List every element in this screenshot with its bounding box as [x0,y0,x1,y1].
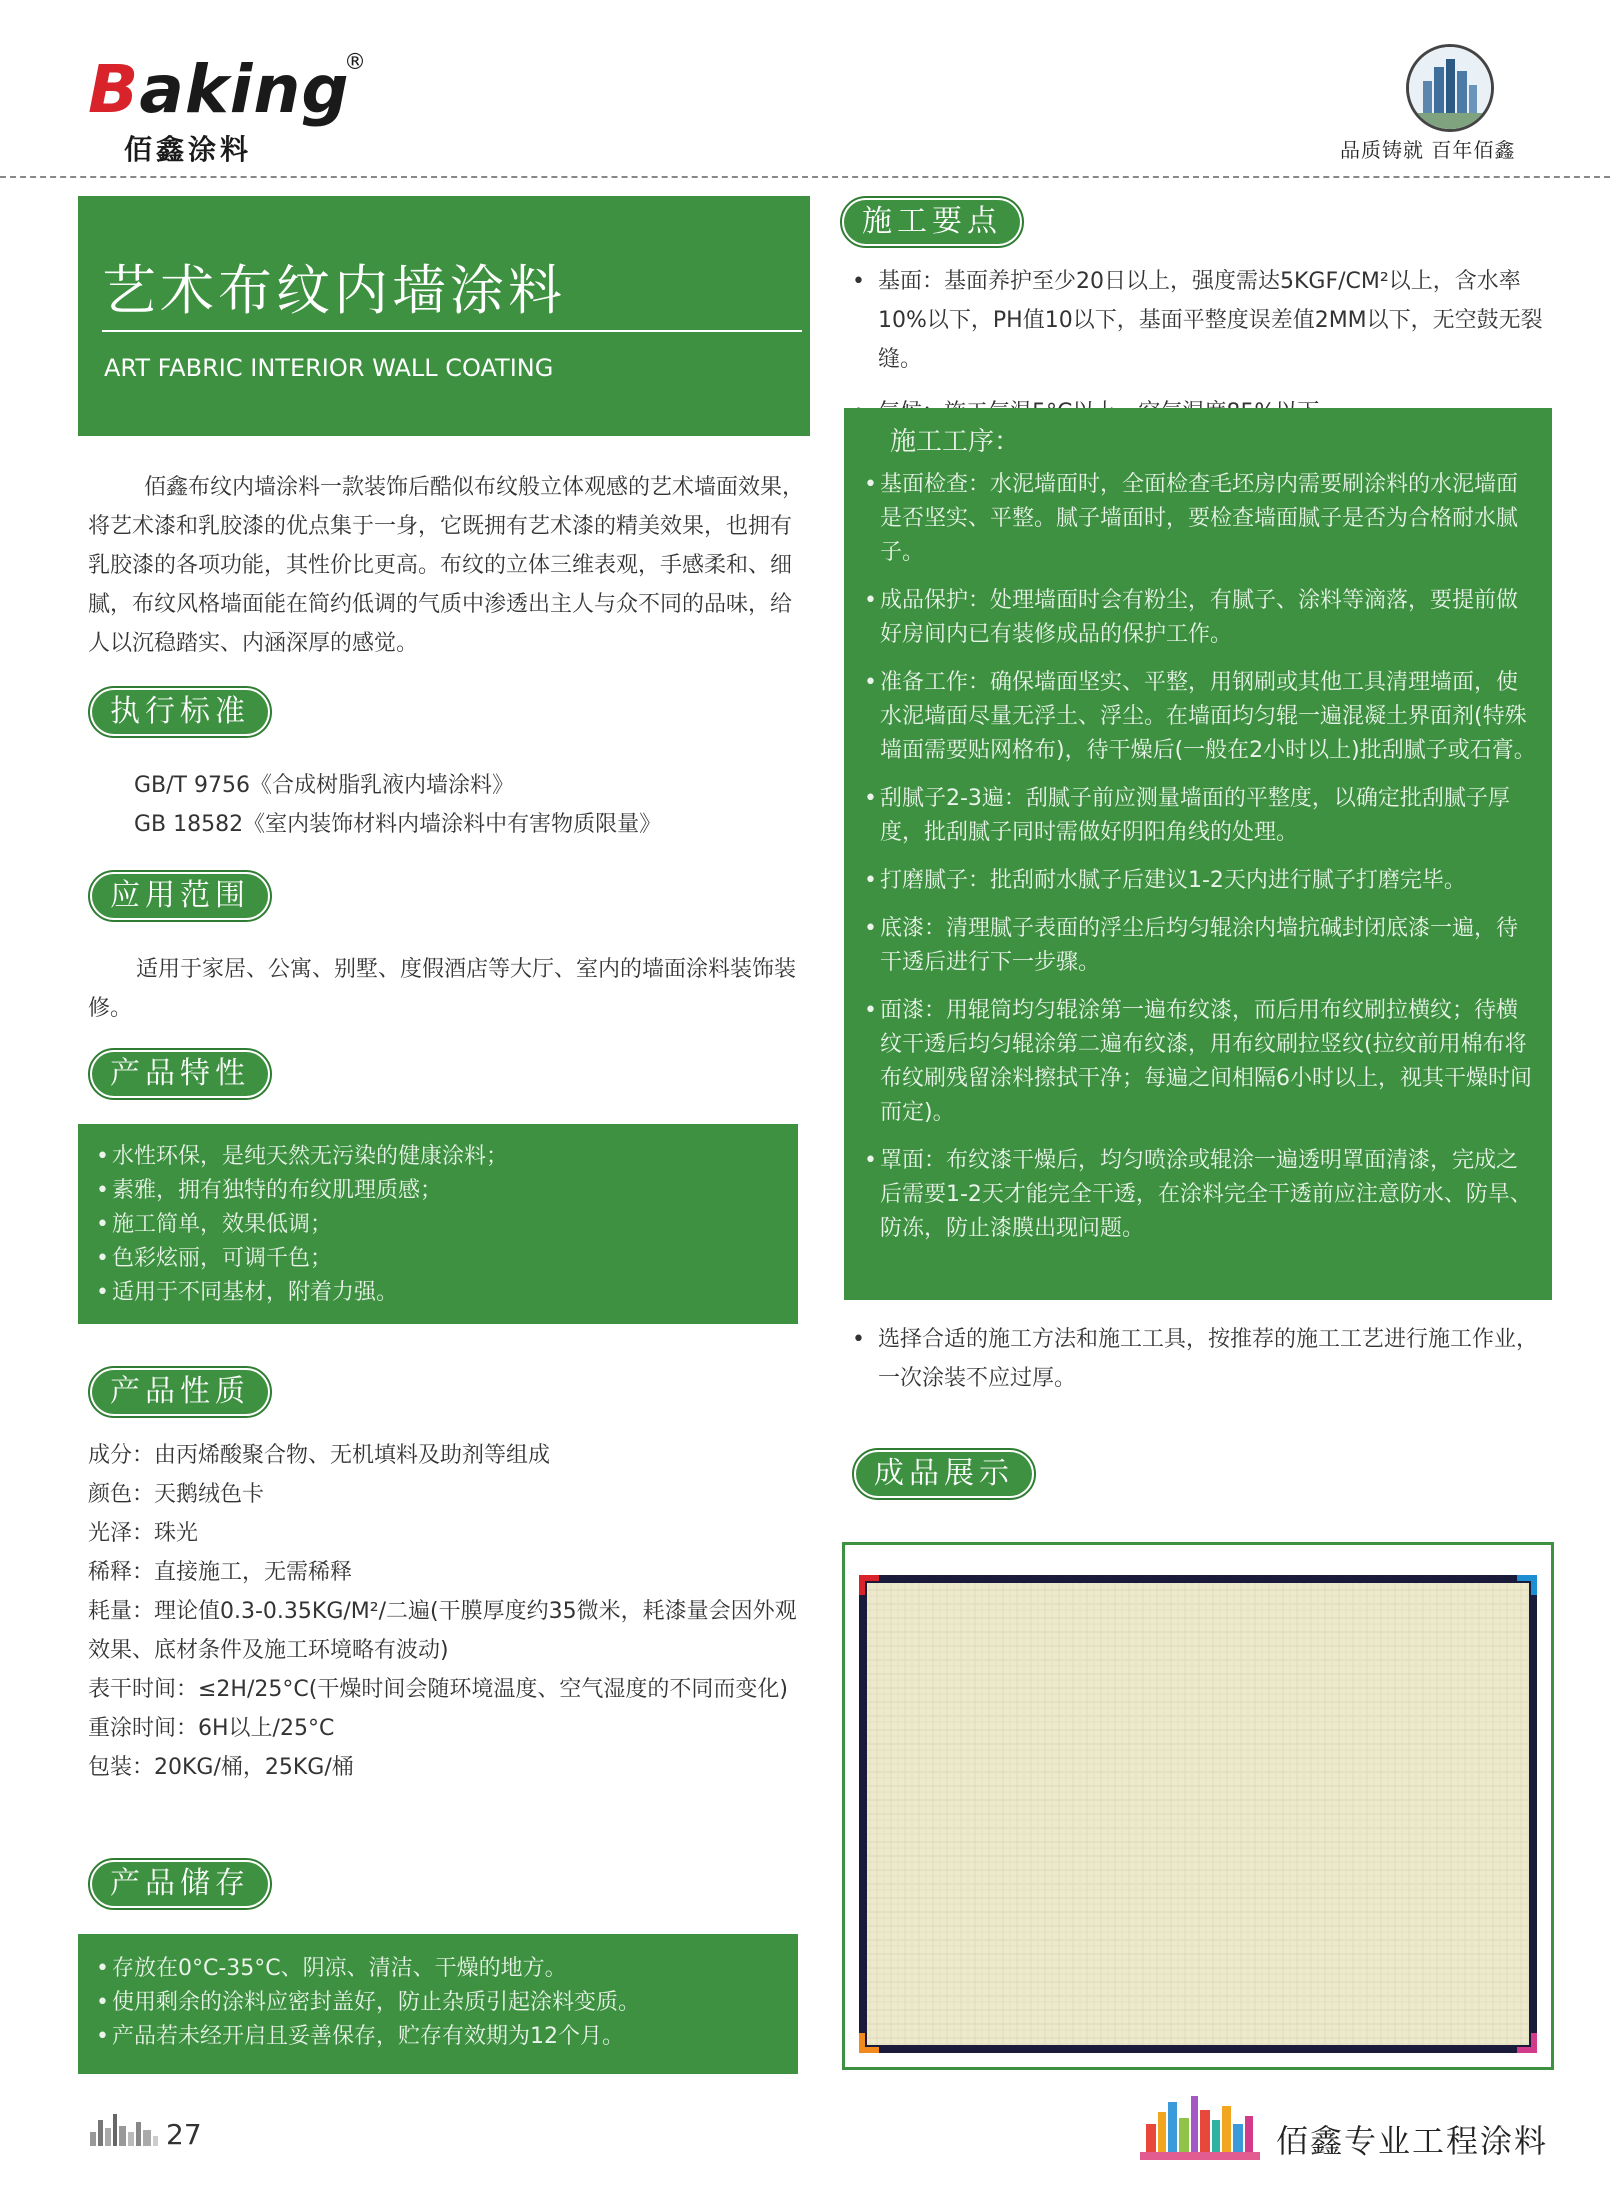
page-title: 艺术布纹内墙涂料 [102,259,566,322]
title-block [78,196,810,436]
city-skyline-icon [1406,44,1494,132]
product-sample-frame [842,1542,1554,2070]
logo-chinese: 佰鑫涂料 [124,133,253,166]
storage-item: • 使用剩余的涂料应密封盖好，防止杂质引起涂料变质。 [96,1986,784,2020]
process-step: • 打磨腻子：批刮耐水腻子后建议1-2天内进行腻子打磨完毕。 [864,864,1538,898]
section-heading-features: 产品特性 [88,1048,272,1100]
logo-word: Baking [88,51,350,128]
slogan: 品质铸就 百年佰鑫 [1340,138,1516,162]
feature-item: • 适用于不同基材，附着力强。 [96,1276,784,1310]
process-step: • 底漆：清理腻子表面的浮尘后均匀辊涂内墙抗碱封闭底漆一遍，待干透后进行下一步骤。 [864,912,1538,980]
property-line: 表干时间：≤2H/25°C(干燥时间会随环境温度、空气湿度的不同而变化) [88,1677,788,1702]
feature-item: • 色彩炫丽，可调千色； [96,1242,784,1276]
properties-list [88,1436,804,1787]
construction-points [852,262,1552,432]
header-divider [0,176,1610,178]
feature-item: • 素雅，拥有独特的布纹肌理质感； [96,1174,784,1208]
scope-text: 适用于家居、公寓、别墅、度假酒店等大厅、室内的墙面涂料装饰装修。 [88,957,797,1021]
section-heading-properties: 产品性质 [88,1366,272,1418]
standard-line: GB 18582《室内装饰材料内墙涂料中有害物质限量》 [134,812,662,837]
storage-item: • 产品若未经开启且妥善保存，贮存有效期为12个月。 [96,2020,784,2054]
colorful-city-icon [1140,2090,1260,2160]
page-subtitle: ART FABRIC INTERIOR WALL COATING [104,354,554,382]
process-step: • 成品保护：处理墙面时会有粉尘，有腻子、涂料等滴落，要提前做好房间内已有装修成品的保护工作。 [864,584,1538,652]
title-underline [102,330,802,332]
process-box [844,408,1552,1300]
property-line: 包装：20KG/桶，25KG/桶 [88,1755,354,1780]
footer-brand-text: 佰鑫专业工程涂料 [1276,2122,1549,2160]
process-step: • 面漆：用辊筒均匀辊涂第一遍布纹漆，而后用布纹刷拉横纹；待横纹干透后均匀辊涂第二遍布纹漆，用布纹刷拉竖纹(拉纹前用棉布将布纹刷残留涂料擦拭干净；每遍之间相隔6小时以上，视其干燥时间而定)。 [864,994,1538,1130]
standards-list [134,766,814,844]
property-line: 颜色：天鹅绒色卡 [88,1482,265,1507]
construction-note: • 选择合适的施工方法和施工工具，按推荐的施工工艺进行施工作业，一次涂装不应过厚。 [852,1320,1558,1398]
section-heading-standards: 执行标准 [88,686,272,738]
process-title: 施工工序： [890,427,1021,457]
process-step: • 刮腻子2-3遍：刮腻子前应测量墙面的平整度，以确定批刮腻子厚度，批刮腻子同时需做好阴阳角线的处理。 [864,782,1538,850]
standard-line: GB/T 9756《合成树脂乳液内墙涂料》 [134,773,514,798]
feature-item: • 水性环保，是纯天然无污染的健康涂料； [96,1140,784,1174]
page-number: 27 [166,2118,202,2151]
property-line: 光泽：珠光 [88,1521,199,1546]
storage-box [78,1934,798,2074]
feature-item: • 施工简单，效果低调； [96,1208,784,1242]
property-line: 重涂时间：6H以上/25°C [88,1716,335,1741]
construction-item: • 基面：基面养护至少20日以上，强度需达5KGF/CM²以上，含水率10%以下，PH值10以下，基面平整度误差值2MM以下，无空鼓无裂缝。 [852,262,1552,379]
skyline-footer-icon [88,2110,160,2146]
features-box [78,1124,798,1324]
brand-logo [88,50,388,166]
section-heading-scope: 应用范围 [88,870,272,922]
section-heading-construction: 施工要点 [840,196,1024,248]
registered-mark: ® [344,50,366,75]
section-heading-storage: 产品储存 [88,1858,272,1910]
section-heading-showcase: 成品展示 [852,1448,1036,1500]
property-line: 成分：由丙烯酸聚合物、无机填料及助剂等组成 [88,1443,551,1468]
property-line: 耗量：理论值0.3-0.35KG/M²/二遍(干膜厚度约35微米，耗漆量会因外观效果、底材条件及施工环境略有波动) [88,1599,797,1663]
process-step: • 基面检查：水泥墙面时，全面检查毛坯房内需要刷涂料的水泥墙面是否坚实、平整。腻子墙面时，要检查墙面腻子是否为合格耐水腻子。 [864,468,1538,570]
process-step: • 罩面：布纹漆干燥后，均匀喷涂或辊涂一遍透明罩面清漆，完成之后需要1-2天才能完全干透，在涂料完全干透前应注意防水、防旱、防冻，防止漆膜出现问题。 [864,1144,1538,1246]
storage-item: • 存放在0°C-35°C、阴凉、清洁、干燥的地方。 [96,1952,784,1986]
process-step: • 准备工作：确保墙面坚实、平整，用钢刷或其他工具清理墙面，使水泥墙面尽量无浮土、浮尘。在墙面均匀辊一遍混凝土界面剂(特殊墙面需要贴网格布)，待干燥后(一般在2小时以上)批刮腻子或石膏。 [864,666,1538,768]
property-line: 稀释：直接施工，无需稀释 [88,1560,353,1585]
intro-paragraph: 佰鑫布纹内墙涂料一款装饰后酷似布纹般立体观感的艺术墙面效果，将艺术漆和乳胶漆的优点集于一身，它既拥有艺术漆的精美效果，也拥有乳胶漆的各项功能，其性价比更高。布纹的立体三维表观，手感柔和、细腻，布纹风格墙面能在简约低调的气质中渗透出主人与众不同的品味，给人以沉稳踏实、内涵深厚的感觉。 [88,475,805,656]
fabric-texture-sample [845,1545,1551,2067]
